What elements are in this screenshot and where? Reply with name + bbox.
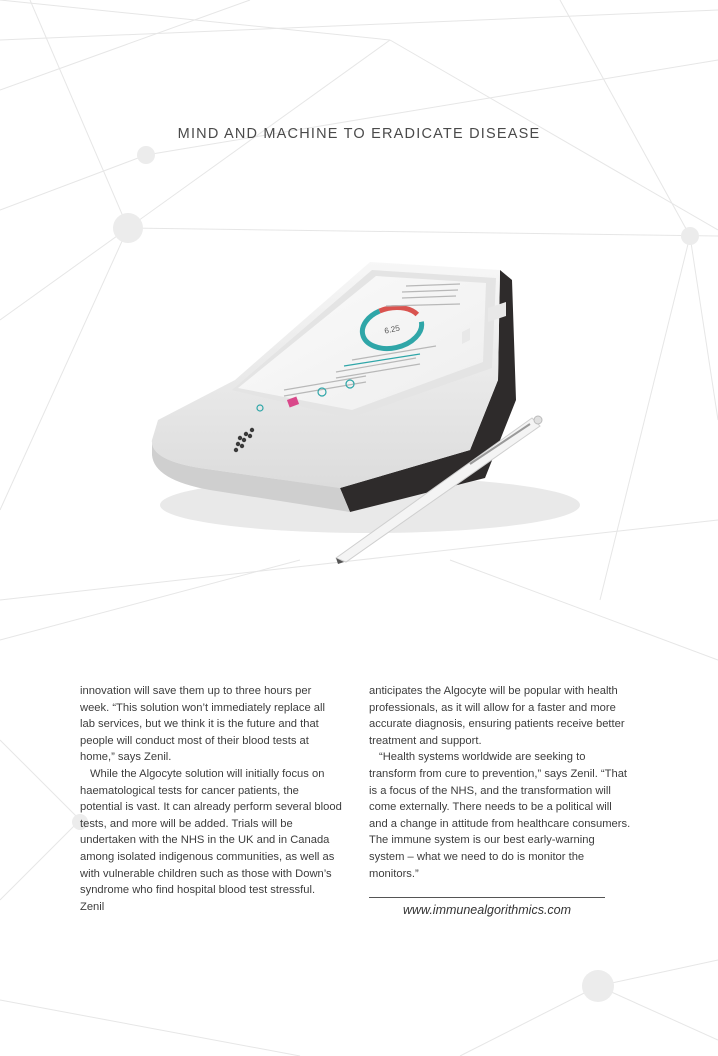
algocyte-device-illustration — [140, 250, 580, 575]
article-paragraph: innovation will save them up to three hours per week. “This solution won’t immediately replace all lab services, but we think it is the future and that people will conduct most of their blood tests at home,” says Zenil. — [80, 685, 325, 764]
article-paragraph: “Health systems worldwide are seeking to transform from cure to prevention,” says Zenil. “That is a focus of the NHS, and the transformation will come externally. There needs to be a political will and a change in attitude from healthcare consumers. The immune system is our best early-warning system – what we need to do is monitor the monitors.” — [369, 751, 631, 880]
device-graphic — [140, 250, 580, 570]
article-column-right — [369, 683, 631, 882]
article-paragraph: While the Algocyte solution will initially focus on haematological tests for cancer patients, the potential is vast. It can already perform several blood tests, and more will be added. Trials will be undertaken with the NHS in the UK and in Canada among isolated indigenous communities, as well as with vulnerable children such as those with Down’s syndrome who find hospital blood test stressful. Zenil — [80, 767, 342, 913]
website-link[interactable]: www.immunealgorithmics.com — [402, 903, 572, 917]
article-paragraph: anticipates the Algocyte will be popular with health professionals, as it will allow for a faster and more accurate diagnosis, ensuring patients receive better treatment and support. — [369, 685, 625, 747]
score-value: 6.25 — [383, 323, 401, 336]
article-headline: MIND AND MACHINE TO ERADICATE DISEASE — [177, 126, 541, 142]
divider-rule — [369, 897, 605, 898]
article-column-left — [80, 683, 342, 915]
